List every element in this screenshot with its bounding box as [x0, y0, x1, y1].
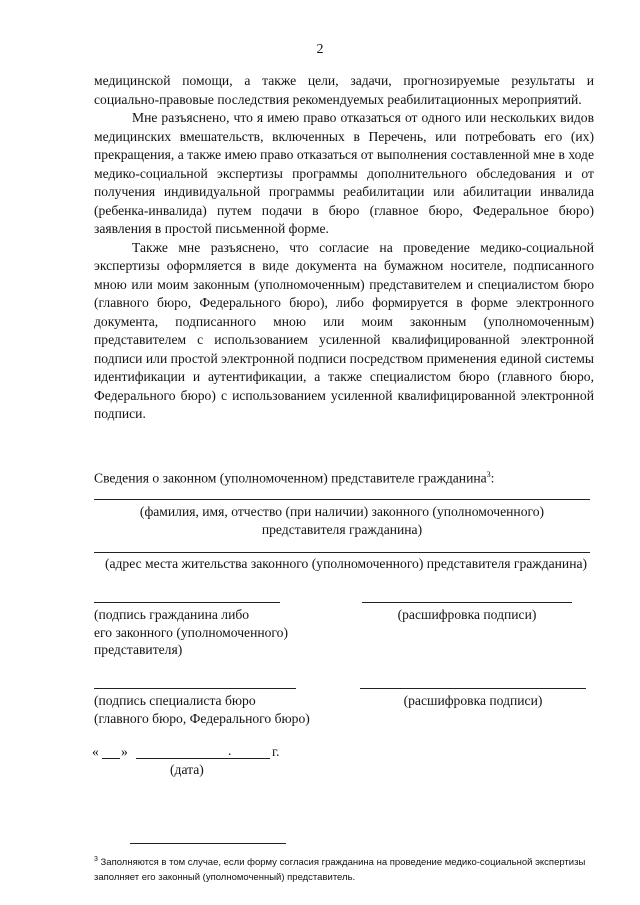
- specialist-signature-line[interactable]: [94, 688, 296, 689]
- footnote-separator: [130, 843, 286, 844]
- body-text: [94, 72, 594, 424]
- footnote-text: Заполняются в том случае, если форму согласия гражданина на проведение медико-социальной экспертизы заполняет его законный (уполномоченный) представитель.: [94, 857, 586, 884]
- paragraph-1: медицинской помощи, а также цели, задачи, прогнозируемые результаты и социально-правовые последствия рекомендуемых реабилитационных мероприятий.: [94, 73, 594, 107]
- page-number: 2: [316, 42, 324, 57]
- paragraph-2: Мне разъяснено, что я имею право отказаться от одного или нескольких видов медицинских вмешательств, включенных в Перечень, или потребовать его (их) прекращения, а также имею право отказаться от выполнения составленной мне в ходе медико-социальной экспертизы программы дополнительного обследования и от получения индивидуальной программы реабилитации или абилитации инвалида (ребенка-инвалида) путем подачи в бюро (главное бюро, Федеральное бюро) заявления в простой письменной форме.: [94, 110, 594, 236]
- specialist-decryption-caption: (расшифровка подписи): [403, 693, 543, 708]
- footnote-mark: 3: [94, 856, 98, 863]
- specialist-signature-caption: [94, 692, 354, 727]
- specialist-caption-line-2: (главного бюро, Федерального бюро): [94, 710, 310, 726]
- representative-address-line[interactable]: [94, 552, 590, 553]
- representative-address-caption: (адрес места жительства законного (уполномоченного) представителя гражданина): [104, 556, 588, 571]
- date-year-suffix: г.: [272, 744, 280, 759]
- citizen-decryption-line[interactable]: [362, 602, 572, 603]
- citizen-caption-line-2: его законного (уполномоченного): [94, 624, 288, 640]
- date-separator-dot: .: [228, 743, 232, 758]
- representative-name-line[interactable]: [94, 499, 590, 500]
- date-close-quote: »: [121, 744, 128, 759]
- date-day-line[interactable]: [102, 758, 120, 759]
- citizen-signature-line[interactable]: [94, 602, 280, 603]
- specialist-caption-line-1: (подпись специалиста бюро: [94, 693, 256, 708]
- date-open-quote: «: [92, 744, 99, 759]
- specialist-decryption-line[interactable]: [360, 688, 586, 689]
- representative-title: Сведения о законном (уполномоченном) представителе гражданина$^3$:: [94, 470, 495, 486]
- citizen-caption-line-1: (подпись гражданина либо: [94, 607, 250, 622]
- representative-name-caption: (фамилия, имя, отчество (при наличии) законного (уполномоченного) представителя гражданина): [139, 504, 545, 537]
- date-month-year-line[interactable]: [136, 758, 270, 759]
- citizen-decryption-caption: (расшифровка подписи): [397, 607, 537, 622]
- footnote: [94, 852, 604, 885]
- representative-title-text: Сведения о законном (уполномоченном) представителе гражданина: [94, 470, 487, 486]
- citizen-caption-line-3: представителя): [94, 642, 183, 657]
- date-caption: (дата): [170, 762, 204, 777]
- citizen-signature-caption: [94, 606, 324, 659]
- footnote-ref: 3: [486, 470, 491, 479]
- paragraph-3: Также мне разъяснено, что согласие на проведение медико-социальной экспертизы оформляется в виде документа на бумажном носителе, подписанного мною или моим законным (уполномоченным) представителем и специалистом бюро (главного бюро, Федерального бюро), либо формируется в форме электронного документа, подписанного мною или моим законным (уполномоченным) представителем с использованием усиленной квалифицированной электронной подписи или простой электронной подписи посредством применения единой системы идентификации и аутентификации, а также специалистом бюро (главного бюро, Федерального бюро) с использованием усиленной квалифицированной электронной подписи.: [94, 239, 594, 421]
